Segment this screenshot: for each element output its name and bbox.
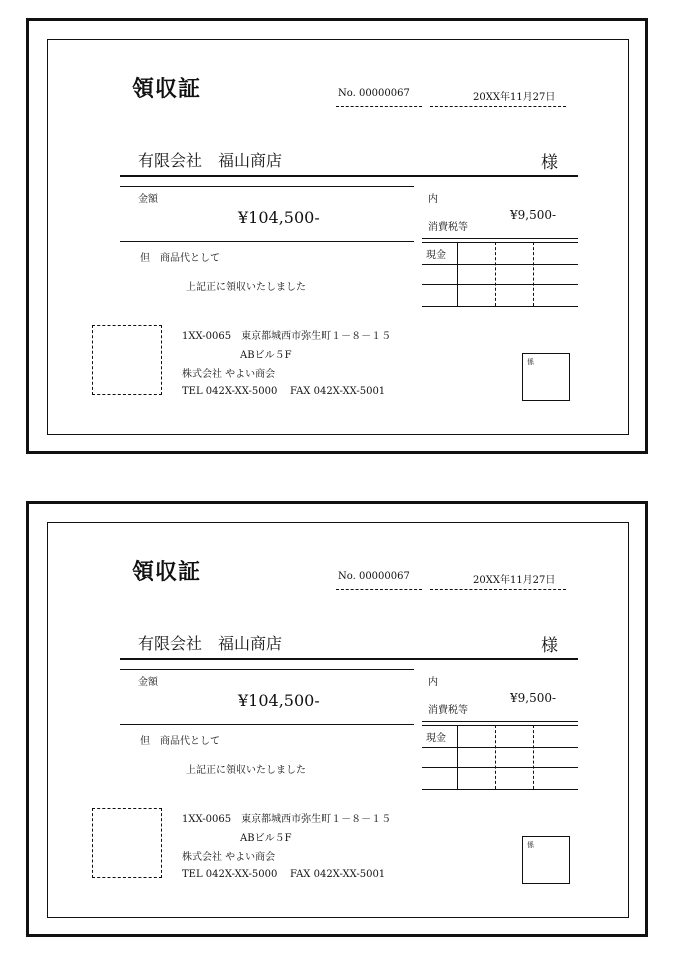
purpose-text: 但 商品代として [140,736,220,747]
issuer-tel: TEL 042X-XX-5000 [182,869,278,880]
cash-row-line-2 [422,284,578,285]
cash-dashed-divider-1 [495,242,496,306]
honorific: 様 [541,636,558,656]
cash-dashed-divider-2 [533,725,534,789]
cash-row-line-1 [422,264,578,265]
issuer-building: ABビル５F [240,350,292,361]
kakari-label: 係 [527,358,534,366]
kakari-label: 係 [527,841,534,849]
tax-line-1 [422,238,578,239]
honorific: 様 [541,153,558,173]
amount-bottom-line [120,724,414,725]
amount-value: ¥104,500- [238,208,320,227]
amount-top-line [120,186,414,187]
issuer-company: 株式会社 やよい商会 [182,852,276,863]
recipient-underline [120,658,578,660]
cash-label: 現金 [426,733,446,744]
recipient-underline [120,175,578,177]
amount-value: ¥104,500- [238,691,320,710]
purpose-text: 但 商品代として [140,253,220,264]
recipient-name: 有限会社 福山商店 [138,151,283,170]
receipt-1 [26,18,648,454]
kakari-stamp-box [522,353,570,401]
issuer-fax: FAX 042X-XX-5001 [290,869,386,880]
issuer-company: 株式会社 やよい商会 [182,369,276,380]
cash-row-line-1 [422,747,578,748]
cash-row-line-3 [422,306,578,307]
amount-bottom-line [120,241,414,242]
cash-dashed-divider-2 [533,242,534,306]
cash-dashed-divider-1 [495,725,496,789]
date-underline [430,106,566,107]
issuer-fax: FAX 042X-XX-5001 [290,386,386,397]
issuer-address: 1XX-0065 東京都城西市弥生町１－８－１５ [182,331,392,342]
confirmation-text: 上記正に領収いたしました [186,282,306,293]
amount-label: 金額 [138,677,158,688]
amount-label: 金額 [138,194,158,205]
revenue-stamp-box [92,325,162,395]
cash-row-line-3 [422,789,578,790]
receipt-date: 20XX年11月27日 [473,575,556,586]
tax-amount: ¥9,500- [510,208,557,222]
cash-column-divider [457,242,458,306]
number-underline [336,106,422,107]
receipt-title: 領収証 [132,560,202,585]
receipt-inner-frame [47,39,629,435]
cash-label: 現金 [426,250,446,261]
tax-label: 消費税等 [428,222,468,233]
recipient-name: 有限会社 福山商店 [138,634,283,653]
receipt-number: No. 00000067 [338,88,410,99]
receipt-date: 20XX年11月27日 [473,92,556,103]
breakdown-label: 内 [428,677,438,688]
issuer-tel: TEL 042X-XX-5000 [182,386,278,397]
tax-line-2 [422,725,578,726]
issuer-address: 1XX-0065 東京都城西市弥生町１－８－１５ [182,814,392,825]
number-underline [336,589,422,590]
issuer-building: ABビル５F [240,833,292,844]
breakdown-label: 内 [428,194,438,205]
receipt-inner-frame [47,522,629,918]
tax-line-2 [422,242,578,243]
tax-label: 消費税等 [428,705,468,716]
cash-column-divider [457,725,458,789]
tax-line-1 [422,721,578,722]
kakari-stamp-box [522,836,570,884]
date-underline [430,589,566,590]
revenue-stamp-box [92,808,162,878]
tax-amount: ¥9,500- [510,691,557,705]
receipt-2 [26,501,648,937]
confirmation-text: 上記正に領収いたしました [186,765,306,776]
cash-row-line-2 [422,767,578,768]
amount-top-line [120,669,414,670]
receipt-number: No. 00000067 [338,571,410,582]
receipt-title: 領収証 [132,77,202,102]
